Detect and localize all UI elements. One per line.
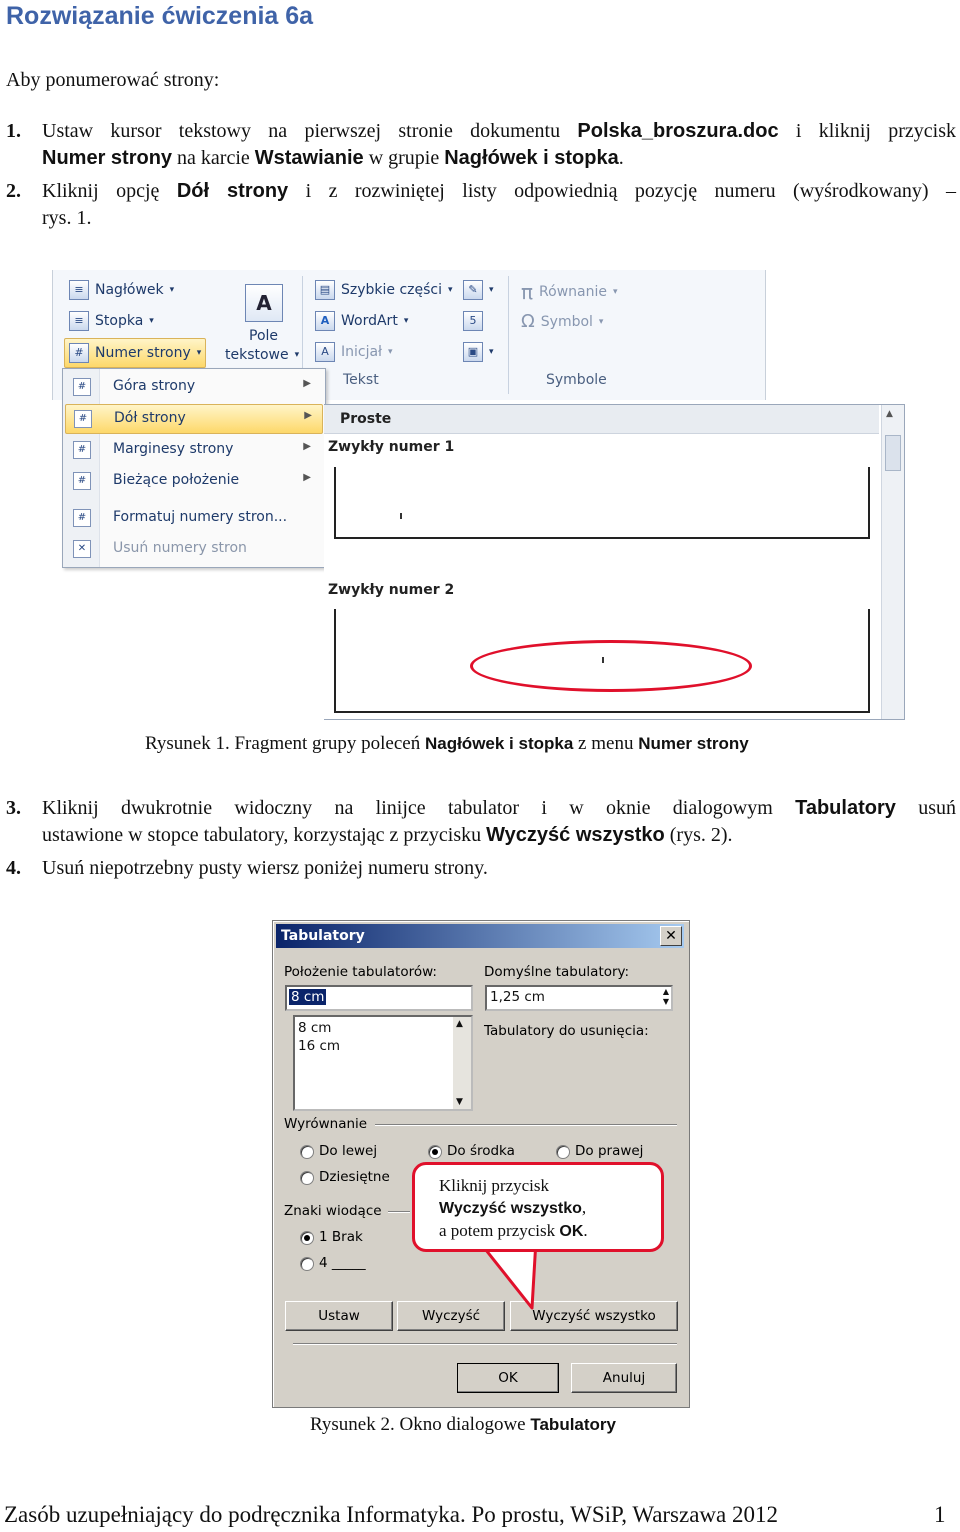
gallery-item-1-preview[interactable] [334, 467, 870, 539]
leader-label: Znaki wiodące [284, 1203, 382, 1219]
drop-cap-icon: A [315, 342, 335, 362]
ribbon-inicjal-button[interactable]: A Inicjał ▾ [315, 342, 393, 362]
align-decimal-label: Dziesiętne [319, 1169, 390, 1185]
tab-stop-item[interactable]: 16 cm [298, 1038, 341, 1054]
ribbon-datetime-button[interactable] [463, 311, 483, 331]
default-tabs-spinner[interactable]: 1,25 cm ▲ ▼ [485, 985, 673, 1011]
ribbon-naglowek-button[interactable]: ≡ Nagłówek ▾ [69, 280, 174, 300]
align-right-radio[interactable] [556, 1145, 570, 1159]
align-decimal-radio[interactable] [300, 1171, 314, 1185]
tab-stops-list[interactable] [293, 1015, 473, 1111]
pi-icon: π [521, 280, 534, 304]
page-top-icon: # [73, 378, 91, 396]
current-position-icon: # [73, 472, 91, 490]
callout-box [412, 1162, 664, 1252]
page-number-menu [62, 368, 326, 568]
header-icon: ≡ [69, 280, 89, 300]
set-button[interactable]: Ustaw [285, 1301, 393, 1331]
ribbon-szybkie-button[interactable]: ▤ Szybkie części ▾ [315, 280, 453, 300]
group-tekst-label: Tekst [343, 372, 379, 388]
footer-text: Zasób uzupełniający do podręcznika Informatyka. Po prostu, WSiP, Warszawa 2012 [4, 1502, 778, 1527]
leader-underline-radio[interactable] [300, 1257, 314, 1271]
page-number-icon: # [69, 343, 89, 363]
submenu-arrow-icon: ▶ [303, 472, 311, 483]
menu-item-biezace[interactable]: # Bieżące położenie ▶ [65, 467, 321, 495]
dialog-titlebar: Tabulatory ✕ [276, 924, 684, 948]
page-number: 1 [934, 1502, 946, 1527]
align-left-label: Do lewej [319, 1143, 378, 1159]
ribbon-stopka-button[interactable]: ≡ Stopka ▾ [69, 311, 154, 331]
object-icon: ▣ [463, 342, 483, 362]
group-symbole-label: Symbole [546, 372, 607, 388]
menu-item-dol-strony[interactable]: # Dół strony ▶ [65, 404, 323, 434]
ribbon-object-button[interactable]: ▣ ▾ [463, 342, 494, 362]
gallery-header: Proste [340, 411, 392, 427]
figure-1-caption: Rysunek 1. Fragment grupy poleceń Nagłówek i stopka z menu Numer strony [145, 733, 749, 754]
ribbon-symbol-button[interactable]: Ω Symbol ▾ [521, 311, 604, 332]
format-numbers-icon: # [73, 509, 91, 527]
ribbon-pole-label-2: tekstowe ▾ [225, 347, 300, 363]
default-tabs-label: Domyślne tabulatory: [484, 964, 630, 980]
submenu-arrow-icon: ▶ [303, 441, 311, 452]
remove-numbers-icon: ✕ [73, 540, 91, 558]
page-bottom-icon: # [74, 410, 92, 428]
submenu-arrow-icon: ▶ [304, 410, 312, 421]
page-title: Rozwiązanie ćwiczenia 6a [6, 2, 314, 30]
callout-text: Kliknij przycisk Wyczyść wszystko, a potem przycisk OK. [439, 1176, 588, 1240]
ribbon-rownanie-button[interactable]: π Równanie ▾ [521, 280, 618, 304]
step-2-number: 2. [6, 180, 21, 202]
list-scrollbar[interactable] [453, 1017, 471, 1109]
gallery-item-2-label: Zwykły numer 2 [328, 582, 455, 598]
quick-parts-icon: ▤ [315, 280, 335, 300]
menu-item-marginesy[interactable]: # Marginesy strony ▶ [65, 436, 321, 464]
ribbon-wordart-button[interactable]: A WordArt ▾ [315, 311, 408, 331]
step-2-line-2: rys. 1. [42, 207, 92, 229]
omega-icon: Ω [521, 311, 535, 332]
step-3-number: 3. [6, 797, 21, 819]
menu-item-formatuj[interactable]: # Formatuj numery stron... [65, 504, 321, 532]
alignment-label: Wyrównanie [284, 1116, 368, 1132]
footer-icon: ≡ [69, 311, 89, 331]
date-time-icon: 5 [463, 311, 483, 331]
submenu-arrow-icon: ▶ [303, 378, 311, 389]
align-left-radio[interactable] [300, 1145, 314, 1159]
align-center-radio[interactable] [428, 1145, 442, 1159]
leader-none-radio[interactable] [300, 1231, 314, 1245]
step-4-number: 4. [6, 857, 21, 879]
cancel-button[interactable]: Anuluj [571, 1363, 677, 1393]
tab-stop-item[interactable]: 8 cm [298, 1020, 332, 1036]
tab-position-input[interactable]: 8 cm [285, 985, 473, 1011]
ribbon-signature-button[interactable]: ✎ ▾ [463, 280, 494, 300]
gallery-scrollbar[interactable] [881, 405, 904, 719]
ok-button[interactable]: OK [457, 1363, 559, 1393]
scroll-up-icon: ▲ [456, 1019, 463, 1029]
scroll-up-icon: ▲ [886, 409, 893, 419]
intro-text: Aby ponumerować strony: [6, 69, 220, 91]
tabs-to-clear-label: Tabulatory do usunięcia: [484, 1023, 649, 1039]
clear-button[interactable]: Wyczyść [397, 1301, 505, 1331]
figure-2-caption: Rysunek 2. Okno dialogowe Tabulatory [310, 1414, 616, 1435]
close-icon[interactable]: ✕ [660, 926, 682, 946]
align-center-label: Do środka [447, 1143, 515, 1159]
menu-item-gora-strony[interactable]: # Góra strony ▶ [65, 373, 321, 401]
step-3-line-1: Kliknij dwukrotnie widoczny na linijce tabulator i w oknie dialogowym Tabulatory usuń [42, 797, 956, 819]
step-1-line-2: Numer strony na karcie Wstawianie w grupie Nagłówek i stopka. [42, 147, 624, 169]
step-1-number: 1. [6, 120, 21, 142]
page-number-gallery [324, 404, 905, 720]
leader-underline-label: 4 _____ [319, 1255, 366, 1271]
gallery-item-1-label: Zwykły numer 1 [328, 439, 455, 455]
tab-position-label: Położenie tabulatorów: [284, 964, 437, 980]
scroll-down-icon: ▼ [456, 1097, 463, 1107]
step-4-text: Usuń niepotrzebny pusty wiersz poniżej numeru strony. [42, 857, 488, 879]
clear-all-button[interactable]: Wyczyść wszystko [510, 1301, 678, 1331]
leader-none-label: 1 Brak [319, 1229, 363, 1245]
step-2-line-1: Kliknij opcję Dół strony i z rozwiniętej listy odpowiednią pozycję numeru (wyśrodkowany) – [42, 180, 956, 202]
page-margins-icon: # [73, 441, 91, 459]
menu-item-usun[interactable]: ✕ Usuń numery stron [65, 535, 321, 563]
spin-arrows-icon[interactable]: ▲ ▼ [662, 987, 669, 1006]
align-right-label: Do prawej [575, 1143, 644, 1159]
ribbon-pole-button[interactable]: Pole [249, 328, 279, 344]
step-1-line-1: Ustaw kursor tekstowy na pierwszej stronie dokumentu Polska_broszura.doc i kliknij przycisk [42, 120, 956, 142]
ribbon-numer-strony-button[interactable]: # Numer strony ▾ [64, 338, 206, 368]
step-3-line-2: ustawione w stopce tabulatory, korzystając z przycisku Wyczyść wszystko (rys. 2). [42, 824, 733, 846]
text-box-icon: A [245, 284, 283, 322]
signature-icon: ✎ [463, 280, 483, 300]
wordart-icon: A [315, 311, 335, 331]
highlight-ellipse [470, 640, 752, 692]
